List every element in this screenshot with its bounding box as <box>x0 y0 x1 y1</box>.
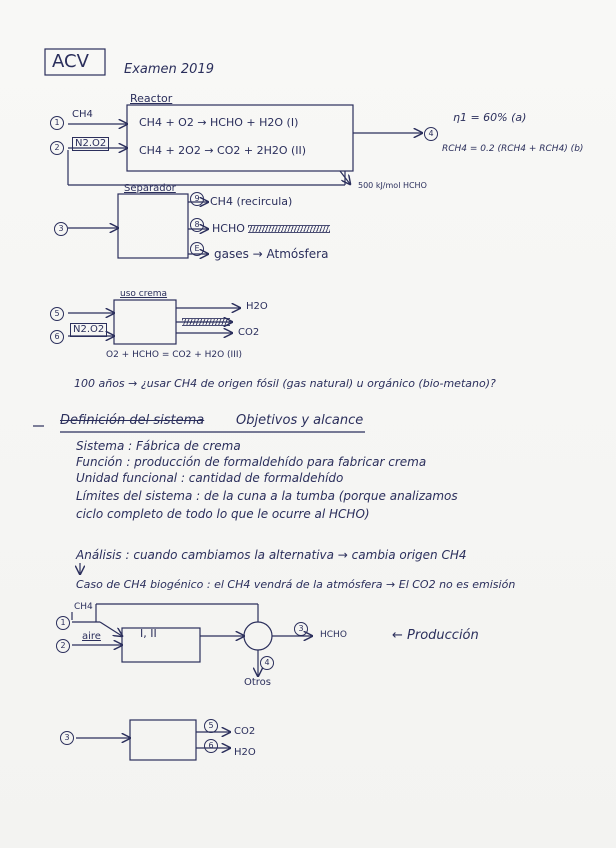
definition-limites: Límites del sistema : de la cuna a la tumba (porque analizamos <box>76 489 458 503</box>
separator-out-gases: gases → Atmósfera <box>214 247 329 261</box>
d3-output-others: Otros <box>244 677 272 688</box>
d4-stream-6-number: 6 <box>204 739 218 753</box>
reactor-box <box>127 105 353 171</box>
definition-heading: Objetivos y alcance <box>236 413 364 428</box>
yield-equation: η1 = 60% (a) <box>453 111 527 124</box>
analysis-line-2: Caso de CH4 biogénico : el CH4 vendrá de la atmósfera → El CO2 no es emisión <box>76 578 516 591</box>
d4-output-co2: CO2 <box>234 726 256 737</box>
reactor-label: Reactor <box>130 92 173 105</box>
reaction-2: CH4 + 2O2 → CO2 + 2H2O (II) <box>139 144 307 157</box>
separator-out-ch4: CH4 (recircula) <box>210 195 293 208</box>
stream-9-number: 9 <box>190 192 204 206</box>
d3-output-hcho: HCHO <box>320 630 347 640</box>
reaction-1: CH4 + O2 → HCHO + H2O (I) <box>139 116 299 129</box>
stream-8-number: 8 <box>190 218 204 232</box>
reaction-3: O2 + HCHO = CO2 + H2O (III) <box>106 350 243 360</box>
d3-stream-4-number: 4 <box>260 656 274 670</box>
d3-stream-3-number: 3 <box>294 622 308 636</box>
energy-note: 500 kJ/mol HCHO <box>358 181 427 190</box>
d3-input-air: aire <box>82 631 101 642</box>
stream-3-number: 3 <box>54 222 68 236</box>
cream-input-air: N2.O2 <box>70 323 107 337</box>
stream-e-number: E <box>190 242 204 256</box>
crossed-out-text <box>248 225 330 233</box>
emission-box <box>130 720 196 760</box>
stream-1-number: 1 <box>50 116 64 130</box>
cream-label: uso crema <box>120 289 168 299</box>
analysis-line-1: Análisis : cuando cambiamos la alternativa → cambia origen CH4 <box>76 548 467 562</box>
definition-funcion: Función : producción de formaldehído para fabricar crema <box>76 455 427 469</box>
stream-6-number: 6 <box>50 330 64 344</box>
d4-stream-5-number: 5 <box>204 719 218 733</box>
d4-output-h2o: H2O <box>234 747 256 758</box>
cream-box <box>114 300 176 344</box>
d4-stream-3-number: 3 <box>60 731 74 745</box>
definition-heading-struck: Definición del sistema <box>60 413 205 428</box>
page-title: ACV <box>52 51 89 72</box>
stream-4-number: 4 <box>424 127 438 141</box>
reactor-input-air: N2.O2 <box>72 137 109 151</box>
stream-2-number: 2 <box>50 141 64 155</box>
production-label: ← Producción <box>392 628 479 643</box>
crossed-out-text-2 <box>182 318 230 326</box>
definition-limites-2: ciclo completo de todo lo que le ocurre al HCHO) <box>76 507 370 521</box>
definition-unidad: Unidad funcional : cantidad de formaldehído <box>76 471 344 485</box>
separator-circle <box>244 622 272 650</box>
cream-out-co2: CO2 <box>238 327 260 338</box>
d3-box-label: I, II <box>140 627 157 640</box>
d3-stream-1-number: 1 <box>56 616 70 630</box>
separator-box <box>118 194 188 258</box>
definition-sistema: Sistema : Fábrica de crema <box>76 439 241 453</box>
d3-input-ch4: CH4 <box>74 602 93 612</box>
question-line: 100 años → ¿usar CH4 de origen fósil (gas natural) u orgánico (bio-metano)? <box>74 377 496 390</box>
d3-stream-2-number: 2 <box>56 639 70 653</box>
process-box <box>122 628 200 662</box>
stream-5-number: 5 <box>50 307 64 321</box>
separator-out-hcho: HCHO <box>212 222 245 235</box>
rate-equation: RCH4 = 0.2 (RCH4 + RCH4) (b) <box>442 144 584 154</box>
page-subtitle: Examen 2019 <box>124 62 214 77</box>
separator-label: Separador <box>124 183 176 194</box>
reactor-input-ch4: CH4 <box>72 109 93 120</box>
cream-out-h2o: H2O <box>246 301 268 312</box>
